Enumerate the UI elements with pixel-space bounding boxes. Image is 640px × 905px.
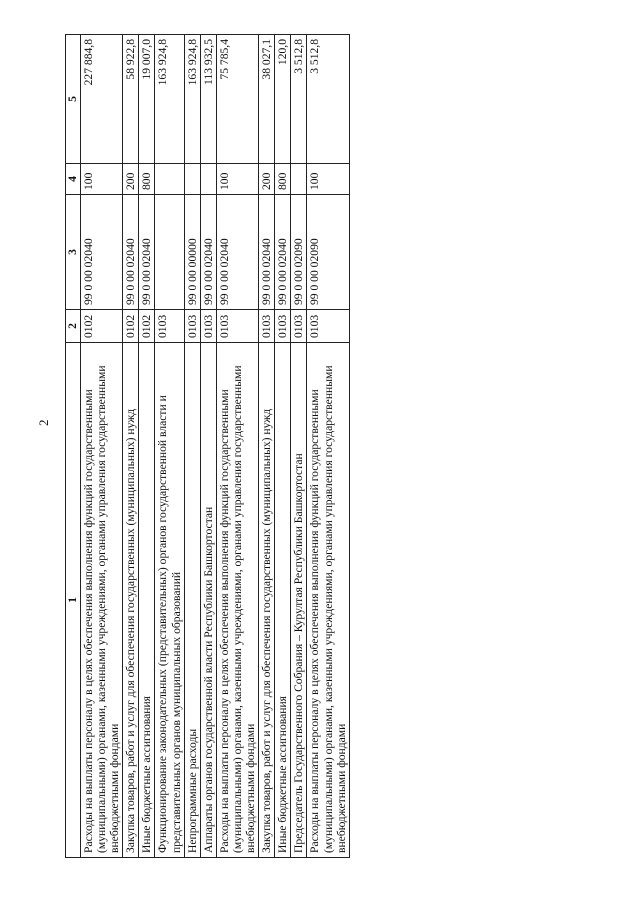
row-amount: 163 924,8 [184,35,200,164]
table-row [81,35,123,858]
budget-table [65,34,350,858]
table-row [216,35,258,858]
header-col-2: 2 [66,310,81,343]
row-amount: 19 007,0 [139,35,155,164]
row-name: Иные бюджетные ассигнования [275,343,291,858]
row-name: Аппараты органов государственной власти Республики Башкортостан [200,343,216,858]
table-row [123,35,139,858]
row-article: 99 0 00 02040 [259,195,275,310]
header-col-3: 3 [66,195,81,310]
row-type: 100 [216,164,258,195]
row-section: 0103 [259,310,275,343]
row-type [200,164,216,195]
header-col-1: 1 [66,343,81,858]
table-row [184,35,200,858]
table-row [307,35,349,858]
row-article [155,195,184,310]
page-number: 2 [36,419,51,426]
row-amount: 38 027,1 [259,35,275,164]
row-name: Расходы на выплаты персоналу в целях обеспечения выполнения функций государственными (муниципальными) органами, казенными учреждениями, органами управления государственными внебюджетными фондами [307,343,349,858]
table-header-row [66,35,81,858]
budget-table-wrapper [65,35,350,858]
row-section: 0102 [81,310,123,343]
row-amount: 3 512,8 [291,35,307,164]
row-amount: 113 932,5 [200,35,216,164]
row-amount: 163 924,8 [155,35,184,164]
row-amount: 120,0 [275,35,291,164]
table-row [155,35,184,858]
table-row [259,35,275,858]
row-name: Председатель Государственного Собрания – Курултая Республики Башкортостан [291,343,307,858]
row-name: Расходы на выплаты персоналу в целях обеспечения выполнения функций государственными (муниципальными) органами, казенными учреждениями, органами управления государственными внебюджетными фондами [216,343,258,858]
row-type: 100 [81,164,123,195]
row-name: Закупка товаров, работ и услуг для обеспечения государственных (муниципальных) нужд [123,343,139,858]
row-type: 200 [123,164,139,195]
row-name: Расходы на выплаты персоналу в целях обеспечения выполнения функций государственными (муниципальными) органами, казенными учреждениями, органами управления государственными внебюджетными фондами [81,343,123,858]
row-article: 99 0 00 02040 [275,195,291,310]
row-article: 99 0 00 02040 [200,195,216,310]
row-type: 100 [307,164,349,195]
row-article: 99 0 00 00000 [184,195,200,310]
row-type [291,164,307,195]
row-name: Функционирование законодательных (представительных) органов государственной власти и представительных органов муниципальных образований [155,343,184,858]
table-row [291,35,307,858]
row-section: 0103 [291,310,307,343]
row-article: 99 0 00 02090 [307,195,349,310]
row-article: 99 0 00 02040 [216,195,258,310]
row-name: Закупка товаров, работ и услуг для обеспечения государственных (муниципальных) нужд [259,343,275,858]
table-row [275,35,291,858]
row-section: 0103 [216,310,258,343]
row-name: Непрограммные расходы [184,343,200,858]
row-section: 0103 [184,310,200,343]
row-type [184,164,200,195]
row-section: 0102 [139,310,155,343]
row-section: 0103 [307,310,349,343]
row-article: 99 0 00 02090 [291,195,307,310]
row-section: 0102 [123,310,139,343]
row-amount: 75 785,4 [216,35,258,164]
row-amount: 3 512,8 [307,35,349,164]
row-type: 200 [259,164,275,195]
table-row [200,35,216,858]
row-article: 99 0 00 02040 [139,195,155,310]
row-type: 800 [275,164,291,195]
table-row [139,35,155,858]
row-section: 0103 [275,310,291,343]
row-section: 0103 [155,310,184,343]
header-col-5: 5 [66,35,81,164]
header-col-4: 4 [66,164,81,195]
row-article: 99 0 00 02040 [123,195,139,310]
row-amount: 227 884,8 [81,35,123,164]
row-type: 800 [139,164,155,195]
row-article: 99 0 00 02040 [81,195,123,310]
row-name: Иные бюджетные ассигнования [139,343,155,858]
row-section: 0103 [200,310,216,343]
row-type [155,164,184,195]
row-amount: 58 922,8 [123,35,139,164]
